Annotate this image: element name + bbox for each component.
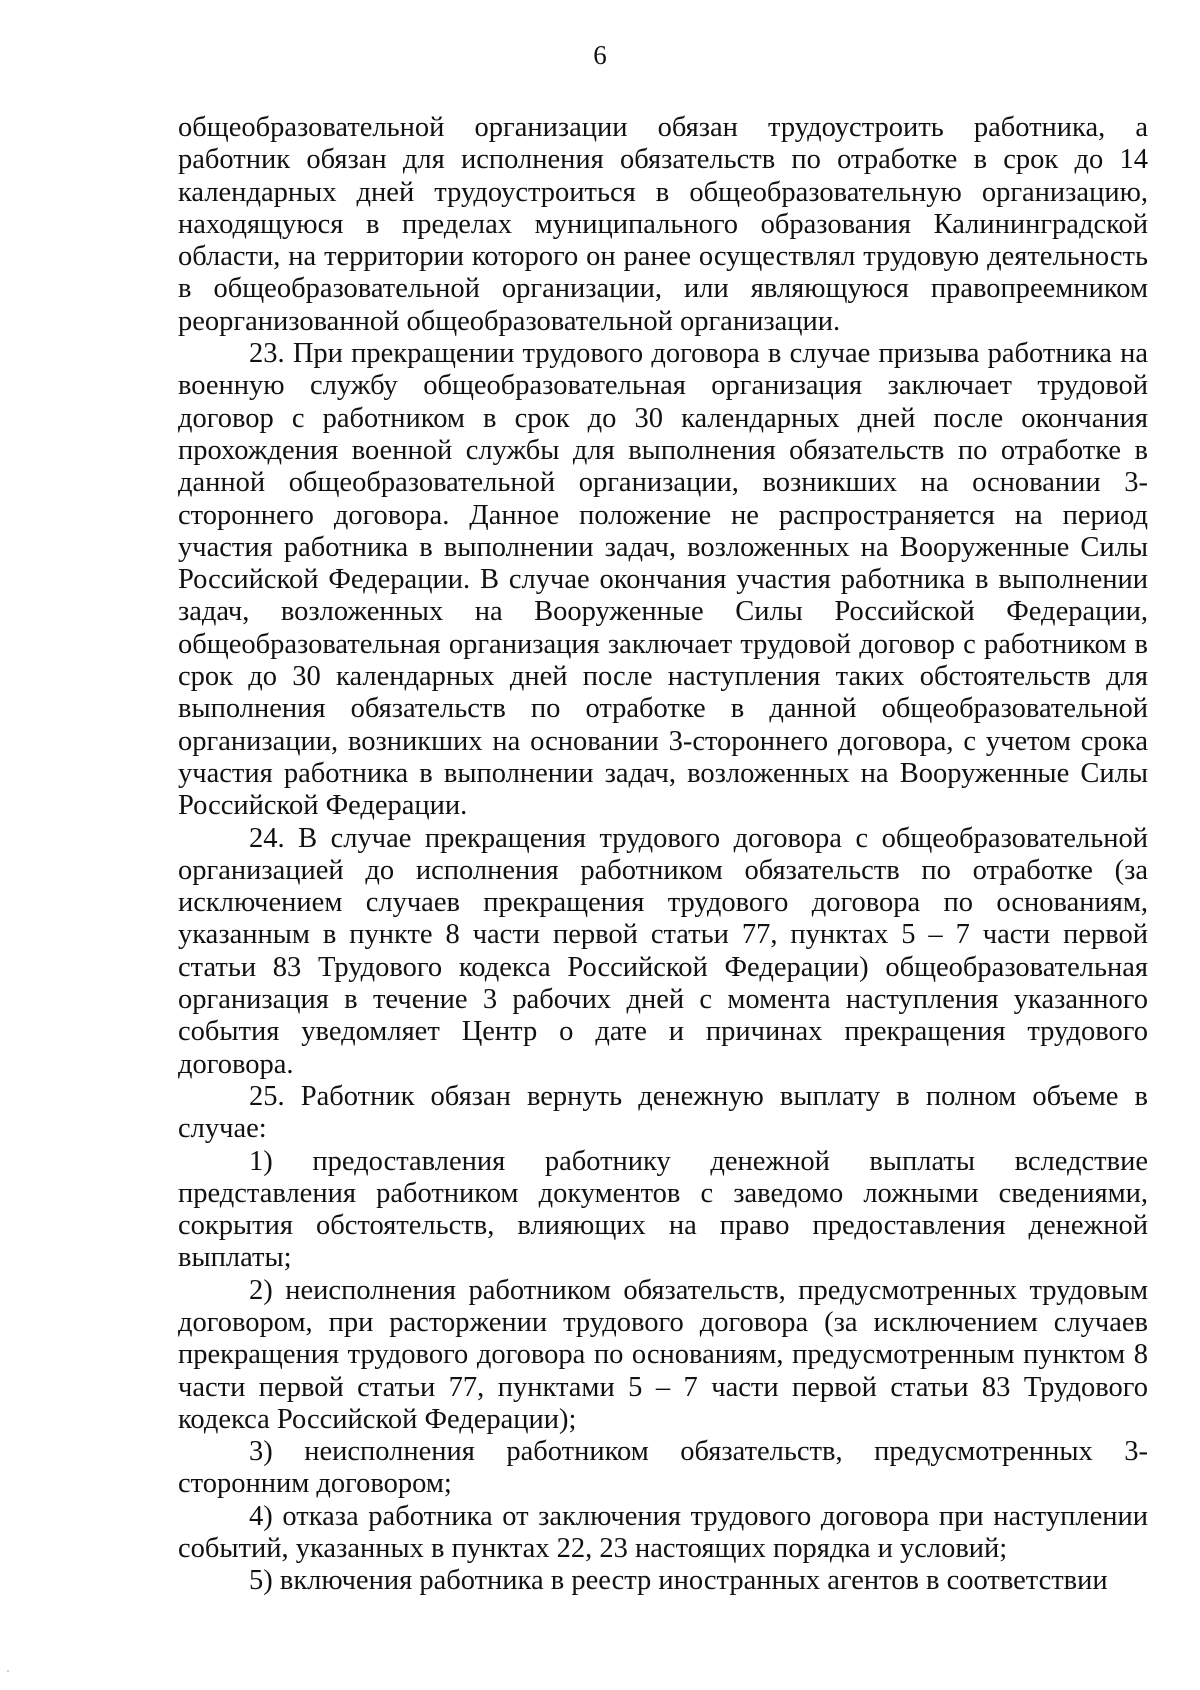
paragraph-continuation: общеобразовательной организации обязан трудоустроить работника, а работник обязан для исполнения обязательств по отработке в срок до 14 календарных дней трудоустроиться в общеобразовательную организацию, находящуюся в пределах муниципального образования Калининградской области, на территории которого он ранее осуществлял трудовую деятельность в общеобразовательной организации, или являющуюся правопреемником реорганизованной общеобразовательной организации.: [178, 112, 1148, 337]
page-number: 6: [593, 40, 607, 70]
list-item-5: 5) включения работника в реестр иностранных агентов в соответствии: [249, 1565, 1108, 1597]
list-item-1: 1) предоставления работнику денежной выплаты вследствие представления работником документов с заведомо ложными сведениями, сокрытия обстоятельств, влияющих на право предоставления денежной выплаты;: [178, 1145, 1148, 1274]
list-item-2: 2) неисполнения работником обязательств, предусмотренных трудовым договором, при расторжении трудового договора (за исключением случаев прекращения трудового договора по основаниям, предусмотренным пунктом 8 части первой статьи 77, пунктами 5 – 7 части первой статьи 83 Трудового кодекса Российской Федерации);: [178, 1274, 1148, 1435]
document-body: [178, 112, 1148, 1598]
paragraph-clause-23: 23. При прекращении трудового договора в случае призыва работника на военную службу общеобразовательная организация заключает трудовой договор с работником в срок до 30 календарных дней после окончания прохождения военной службы для выполнения обязательств по отработке в данной общеобразовательной организации, возникших на основании 3-стороннего договора. Данное положение не распространяется на период участия работника в выполнении задач, возложенных на Вооруженные Силы Российской Федерации. В случае окончания участия работника в выполнении задач, возложенных на Вооруженные Силы Российской Федерации, общеобразовательная организация заключает трудовой договор с работником в срок до 30 календарных дней после наступления таких обстоятельств для выполнения обязательств по отработке в данной общеобразовательной организации, возникших на основании 3-стороннего договора, с учетом срока участия работника в выполнении задач, возложенных на Вооруженные Силы Российской Федерации.: [178, 338, 1148, 822]
scan-artifact: [7, 1670, 9, 1672]
paragraph-clause-25: 25. Работник обязан вернуть денежную выплату в полном объеме в случае:: [178, 1080, 1148, 1145]
list-item-3: 3) неисполнения работником обязательств, предусмотренных 3-сторонним договором;: [178, 1436, 1148, 1500]
paragraph-clause-24: 24. В случае прекращения трудового договора с общеобразовательной организацией до исполнения работником обязательств по отработке (за исключением случаев прекращения трудового договора по основаниям, указанным в пункте 8 части первой статьи 77, пунктах 5 – 7 части первой статьи 83 Трудового кодекса Российской Федерации) общеобразовательная организация в течение 3 рабочих дней с момента наступления указанного события уведомляет Центр о дате и причинах прекращения трудового договора.: [178, 822, 1148, 1080]
list-item-4: 4) отказа работника от заключения трудового договора при наступлении событий, указанных в пунктах 22, 23 настоящих порядка и условий;: [178, 1500, 1148, 1565]
